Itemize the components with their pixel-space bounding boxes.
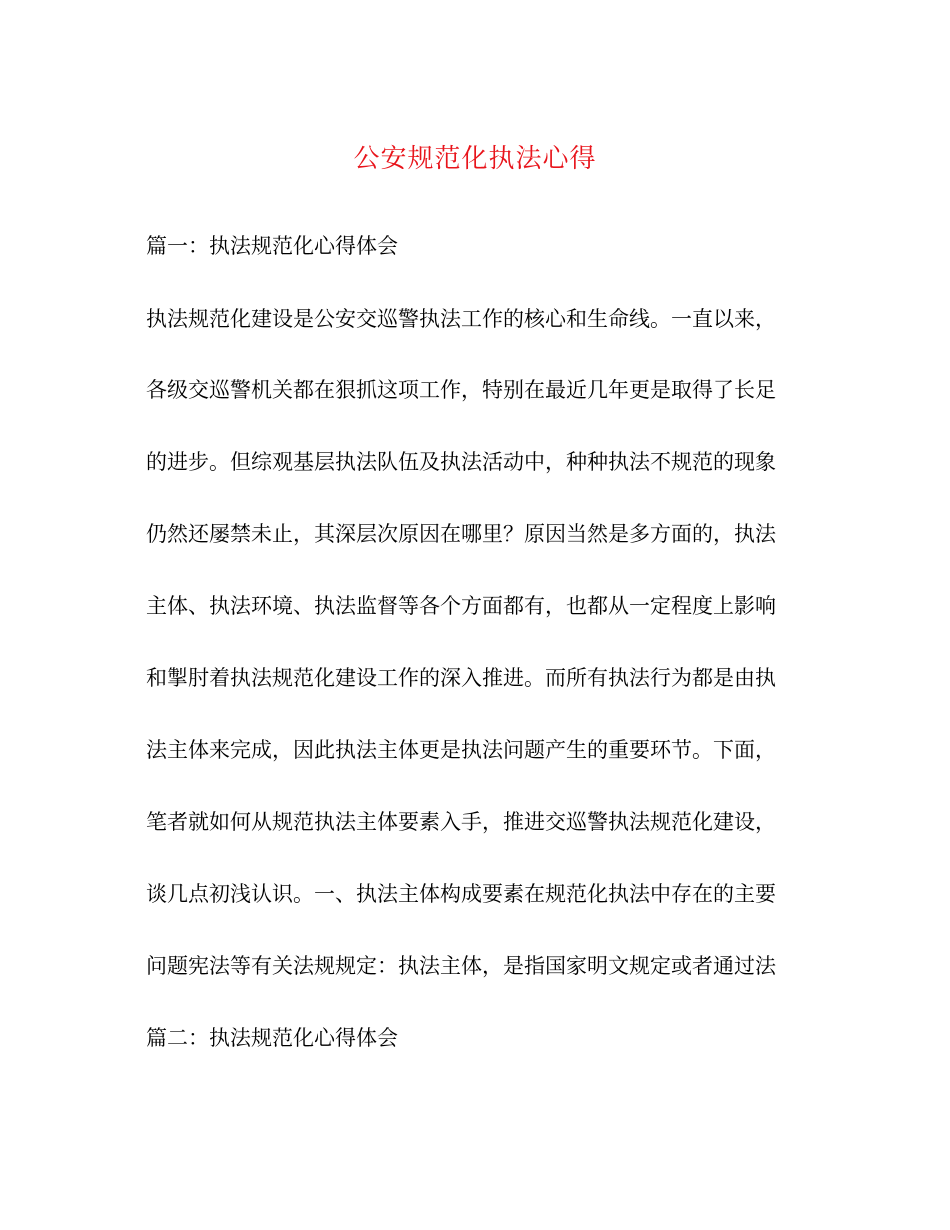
section-heading-1: 篇一：执法规范化心得体会 <box>146 234 398 258</box>
body-line: 执法规范化建设是公安交巡警执法工作的核心和生命线。一直以来， <box>146 307 776 331</box>
body-line: 各级交巡警机关都在狠抓这项工作，特别在最近几年更是取得了长足 <box>146 378 776 402</box>
body-line: 笔者就如何从规范执法主体要素入手，推进交巡警执法规范化建设， <box>146 810 776 834</box>
body-line: 法主体来完成，因此执法主体更是执法问题产生的重要环节。下面， <box>146 738 776 762</box>
body-line: 主体、执法环境、执法监督等各个方面都有，也都从一定程度上影响 <box>146 594 776 618</box>
document-title: 公安规范化执法心得 <box>353 144 597 174</box>
body-line: 仍然还屡禁未止，其深层次原因在哪里？原因当然是多方面的，执法 <box>146 522 776 546</box>
body-line: 的进步。但综观基层执法队伍及执法活动中，种种执法不规范的现象 <box>146 450 776 474</box>
section-heading-2: 篇二：执法规范化心得体会 <box>146 1026 398 1050</box>
body-line: 问题宪法等有关法规规定：执法主体，是指国家明文规定或者通过法 <box>146 954 776 978</box>
body-line: 谈几点初浅认识。一、执法主体构成要素在规范化执法中存在的主要 <box>146 882 776 906</box>
body-line: 和掣肘着执法规范化建设工作的深入推进。而所有执法行为都是由执 <box>146 666 776 690</box>
